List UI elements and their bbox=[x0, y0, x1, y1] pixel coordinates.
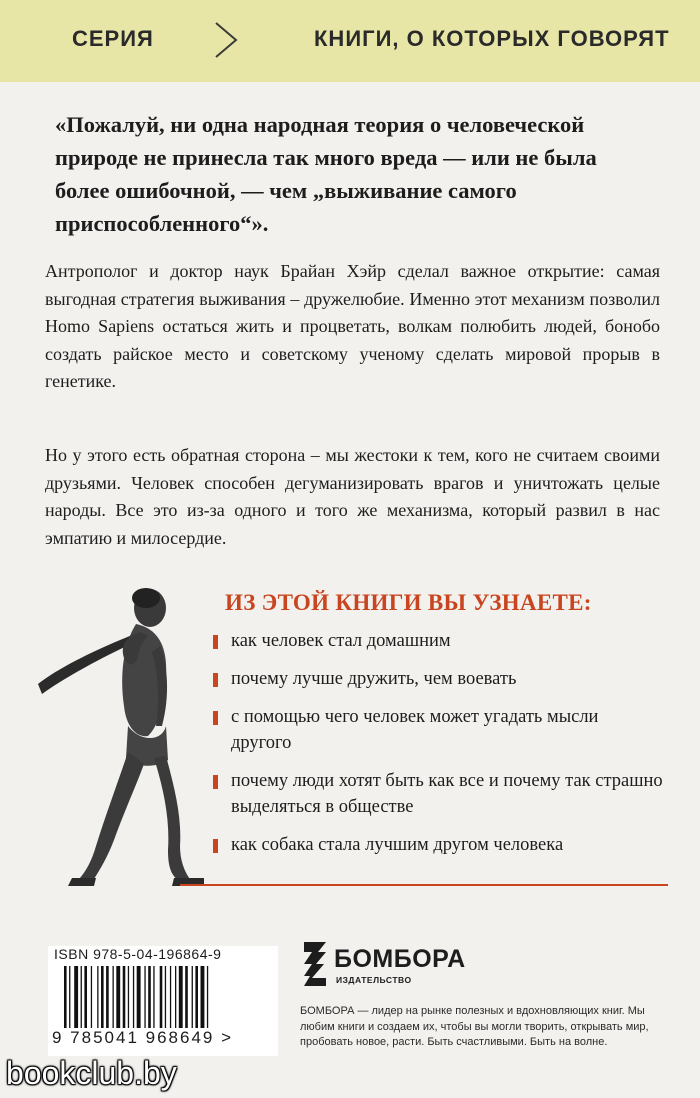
learn-section-title: ИЗ ЭТОЙ КНИГИ ВЫ УЗНАЕТЕ: bbox=[225, 590, 592, 615]
chevron-right-icon bbox=[212, 20, 240, 60]
series-label: СЕРИЯ bbox=[72, 26, 154, 51]
learn-list bbox=[213, 628, 663, 870]
list-item: почему люди хотят быть как все и почему так страшно выделяться в обществе bbox=[213, 768, 663, 820]
watermark: bookclub.by bbox=[6, 1055, 177, 1091]
list-item: как человек стал домашним bbox=[213, 628, 663, 654]
epigraph-quote: «Пожалуй, ни одна народная теория о человеческой природе не принесла так много вреда — или не была более ошибочной, — чем „выживание самого приспособленного“». bbox=[55, 112, 597, 236]
description-paragraph-2: Но у этого есть обратная сторона – мы жестоки к тем, кого не считаем своими друзьями. Человек способен дегуманизировать врагов и уничтожать целые народы. Все это из-за одного и того же механизма, который развил в нас эмпатию и милосердие. bbox=[45, 445, 660, 548]
barcode-digits: 9 785041 968649 > bbox=[52, 1028, 234, 1047]
publisher-subtitle: ИЗДАТЕЛЬСТВО bbox=[336, 975, 412, 985]
description-paragraph-1: Антрополог и доктор наук Брайан Хэйр сделал важное открытие: самая выгодная стратегия выживания – дружелюбие. Именно этот механизм позволил Homo Sapiens остаться жить и процветать, волкам полюбить людей, бонобо создать райское место и советскому ученому сделать мировой прорыв в генетике. bbox=[45, 261, 660, 391]
publisher-description: БОМБОРА — лидер на рынке полезных и вдохновляющих книг. Мы любим книги и создаем их, чтобы вы могли творить, открывать мир, пробовать новое, расти. Быть счастливыми. Быть на волне. bbox=[300, 1005, 649, 1048]
series-banner bbox=[0, 0, 700, 82]
series-name: КНИГИ, О КОТОРЫХ ГОВОРЯТ bbox=[314, 26, 670, 51]
list-item: почему лучше дружить, чем воевать bbox=[213, 666, 663, 692]
bombora-logo-icon bbox=[300, 938, 330, 990]
barcode-icon bbox=[62, 966, 262, 1028]
prehistoric-man-illustration bbox=[28, 576, 218, 896]
list-item: с помощью чего человек может угадать мысли другого bbox=[213, 704, 663, 756]
publisher-name: БОМБОРА bbox=[334, 945, 466, 973]
list-item: как собака стала лучшим другом человека bbox=[213, 832, 663, 858]
section-divider bbox=[180, 884, 668, 886]
isbn-number: ISBN 978-5-04-196864-9 bbox=[54, 946, 222, 962]
barcode-block bbox=[48, 946, 278, 1056]
